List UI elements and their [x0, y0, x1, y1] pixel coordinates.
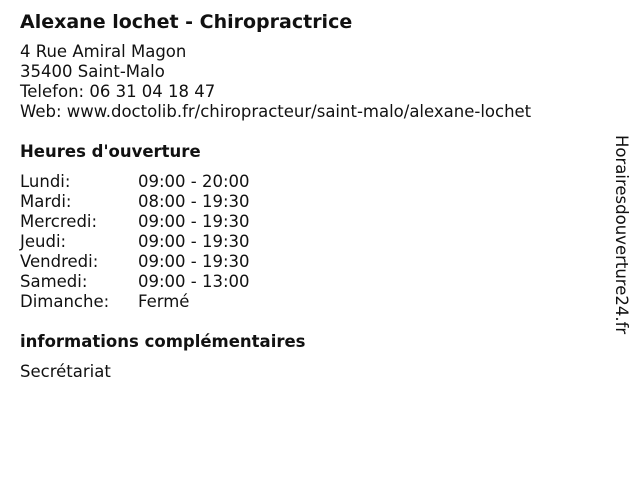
time-range: 09:00 - 20:00: [138, 172, 250, 191]
opening-hours-heading: Heures d'ouverture: [20, 142, 201, 161]
city-line: 35400 Saint-Malo: [20, 62, 165, 81]
day-label: Mercredi:: [20, 212, 98, 231]
address-block: [20, 42, 600, 122]
day-label: Lundi:: [20, 172, 71, 191]
additional-info-text: Secrétariat: [20, 362, 111, 381]
hours-row-mardi: [20, 192, 600, 212]
hours-row-vendredi: [20, 252, 600, 272]
hours-row-lundi: [20, 172, 600, 192]
hours-row-jeudi: [20, 232, 600, 252]
day-label: Dimanche:: [20, 292, 110, 311]
day-label: Jeudi:: [20, 232, 67, 251]
hours-row-samedi: [20, 272, 600, 292]
time-range: 09:00 - 13:00: [138, 272, 250, 291]
time-range: 08:00 - 19:30: [138, 192, 250, 211]
business-card: [20, 10, 600, 382]
street-address: 4 Rue Amiral Magon: [20, 42, 187, 61]
additional-info-heading: informations complémentaires: [20, 332, 306, 351]
site-brand-label: Horairesdouverture24.fr: [612, 135, 631, 335]
day-label: Vendredi:: [20, 252, 99, 271]
day-label: Samedi:: [20, 272, 88, 291]
day-label: Mardi:: [20, 192, 72, 211]
hours-row-mercredi: [20, 212, 600, 232]
hours-row-dimanche: [20, 292, 600, 312]
opening-hours-table: [20, 172, 600, 312]
website-line: Web: www.doctolib.fr/chiropracteur/saint-malo/alexane-lochet: [20, 102, 532, 121]
time-range: 09:00 - 19:30: [138, 212, 250, 231]
phone-line: Telefon: 06 31 04 18 47: [20, 82, 216, 101]
time-range: 09:00 - 19:30: [138, 252, 250, 271]
time-range: 09:00 - 19:30: [138, 232, 250, 251]
page-title: Alexane lochet - Chiropractrice: [20, 11, 353, 33]
time-range: Fermé: [138, 292, 190, 311]
